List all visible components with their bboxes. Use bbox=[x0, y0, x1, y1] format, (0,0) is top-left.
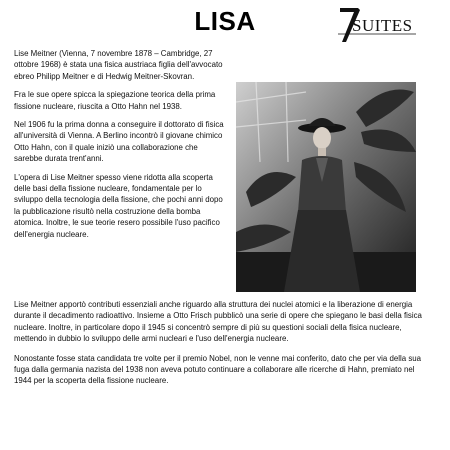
paragraph-doctorate: Nel 1906 fu la prima donna a conseguire il dottorato di fisica all'università di Vienna. A Berlino incontrò il giovane chimico Otto Hahn, con il quale iniziò una collaborazione che sarebbe durata trent'anni. bbox=[14, 120, 224, 164]
bottom-text bbox=[14, 299, 430, 395]
paragraph-contributions: Lise Meitner apportò contributi essenziali anche riguardo alla struttura dei nuclei atomici e la liberazione di energia durante il decadimento radioattivo. Insieme a Otto Frisch pubblicò una serie di opere che spiegano le basi della fisica nucleare. Inoltre, in particolare dopo il 1945 si concentrò sempre di più su questioni sociali della fisica nucleare, mettendo in dubbio lo sviluppo delle armi nucleari e l'uso dell'energia nucleare. bbox=[14, 300, 422, 344]
paragraph-fission: Fra le sue opere spicca la spiegazione teorica della prima fissione nucleare, riuscita a Otto Hahn nel 1938. bbox=[14, 90, 216, 111]
logo-text: SUITES bbox=[352, 16, 413, 35]
paragraph-work: L'opera di Lise Meitner spesso viene ridotta alla scoperta delle basi della fissione nucleare, fondamentale per lo sviluppo della tecnologia della fissione, che pochi anni dopo la pubblicazione risultò nella costruzione della bomba atomica. Inoltre, le sue teorie resero possibile l'uso pacifico dell'energia nucleare. bbox=[14, 172, 223, 239]
page-title: LISA bbox=[194, 6, 256, 36]
left-column bbox=[14, 48, 228, 247]
paragraph-intro: Lise Meitner (Vienna, 7 novembre 1878 – Cambridge, 27 ottobre 1968) è stata una fisica austriaca figlia dell'avvocato ebreo Philipp Meitner e di Hedwig Meitner-Skovran. bbox=[14, 49, 223, 81]
suites-logo bbox=[330, 4, 420, 46]
paragraph-nobel: Nonostante fosse stata candidata tre volte per il premio Nobel, non le venne mai conferito, dato che per via della sua fuga dalla germania nazista del 1938 non aveva potuto continuare a collaborare alle ricerche di Hahn, premiato nel 1944 per la scoperta della fissione nucleare. bbox=[14, 353, 422, 386]
portrait-photo bbox=[236, 82, 416, 292]
